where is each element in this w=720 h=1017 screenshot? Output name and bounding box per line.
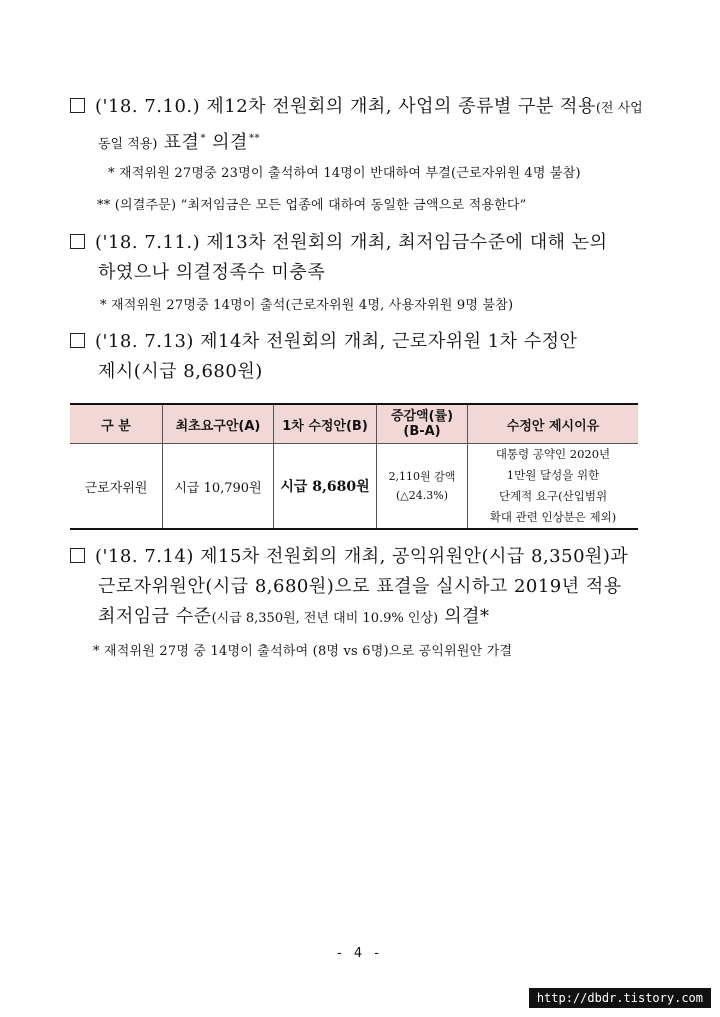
cell-reason: 대통령 공약인 2020년 1만원 달성을 위한 단계적 요구(산입범위 확대 관련 인상분은 제외) — [468, 444, 639, 530]
table-header: 수정안 제시이유 — [468, 404, 639, 444]
table-header: 1차 수정안(B) — [274, 404, 377, 444]
checkbox-icon — [70, 548, 85, 563]
cell-change: 2,110원 감액 (△24.3%) — [377, 444, 468, 530]
table-header: 최초요구안(A) — [163, 404, 274, 444]
item-meeting-12-line2: 동일 적용) 표결* 의결** — [98, 132, 260, 153]
item-meeting-15: ('18. 7.14) 제15차 전원회의 개최, 공익위원안(시급 8,350원)과 근로자위원안(시급 8,680원)으로 표결을 실시하고 2019년 적용 최저임금 수준(시급 8,350원, 전년 대비 10.9% 인상) 의결* — [70, 542, 670, 634]
checkbox-icon — [70, 333, 85, 348]
item-meeting-12-line1: ('18. 7.10.) 제12차 전원회의 개최, 사업의 종류별 구분 적용(전 사업 — [70, 92, 670, 124]
page-number: - 4 - — [337, 946, 383, 961]
table-header: 증감액(률) (B-A) — [377, 404, 468, 444]
checkbox-icon — [70, 234, 85, 249]
cell-revised: 시급 8,680원 — [274, 444, 377, 530]
footnote: * 재적위원 27명 중 14명이 출석하여 (8명 vs 6명)으로 공익위원안 가결 — [93, 644, 513, 659]
cell-group: 근로자위원 — [70, 444, 163, 530]
item-meeting-13: ('18. 7.11.) 제13차 전원회의 개최, 최저임금수준에 대해 논의 하였으나 의결정족수 미충족 — [70, 228, 670, 288]
footnote: ** (의결주문) “최저임금은 모든 업종에 대하여 동일한 금액으로 적용한다” — [97, 198, 527, 213]
item-meeting-12 — [70, 92, 670, 160]
cell-initial: 시급 10,790원 — [163, 444, 274, 530]
footnote: * 재적위원 27명중 23명이 출석하여 14명이 반대하여 부결(근로자위원 4명 불참) — [108, 166, 581, 181]
checkbox-icon — [70, 98, 85, 113]
item-meeting-14: ('18. 7.13) 제14차 전원회의 개최, 근로자위원 1차 수정안 제시(시급 8,680원) — [70, 327, 670, 387]
watermark: http://dbdr.tistory.com — [529, 988, 711, 1008]
table-header-row — [70, 404, 638, 444]
table-header: 구 분 — [70, 404, 163, 444]
revision-table — [70, 403, 638, 530]
table-row — [70, 444, 638, 530]
footnote: * 재적위원 27명중 14명이 출석(근로자위원 4명, 사용자위원 9명 불참) — [100, 298, 514, 313]
